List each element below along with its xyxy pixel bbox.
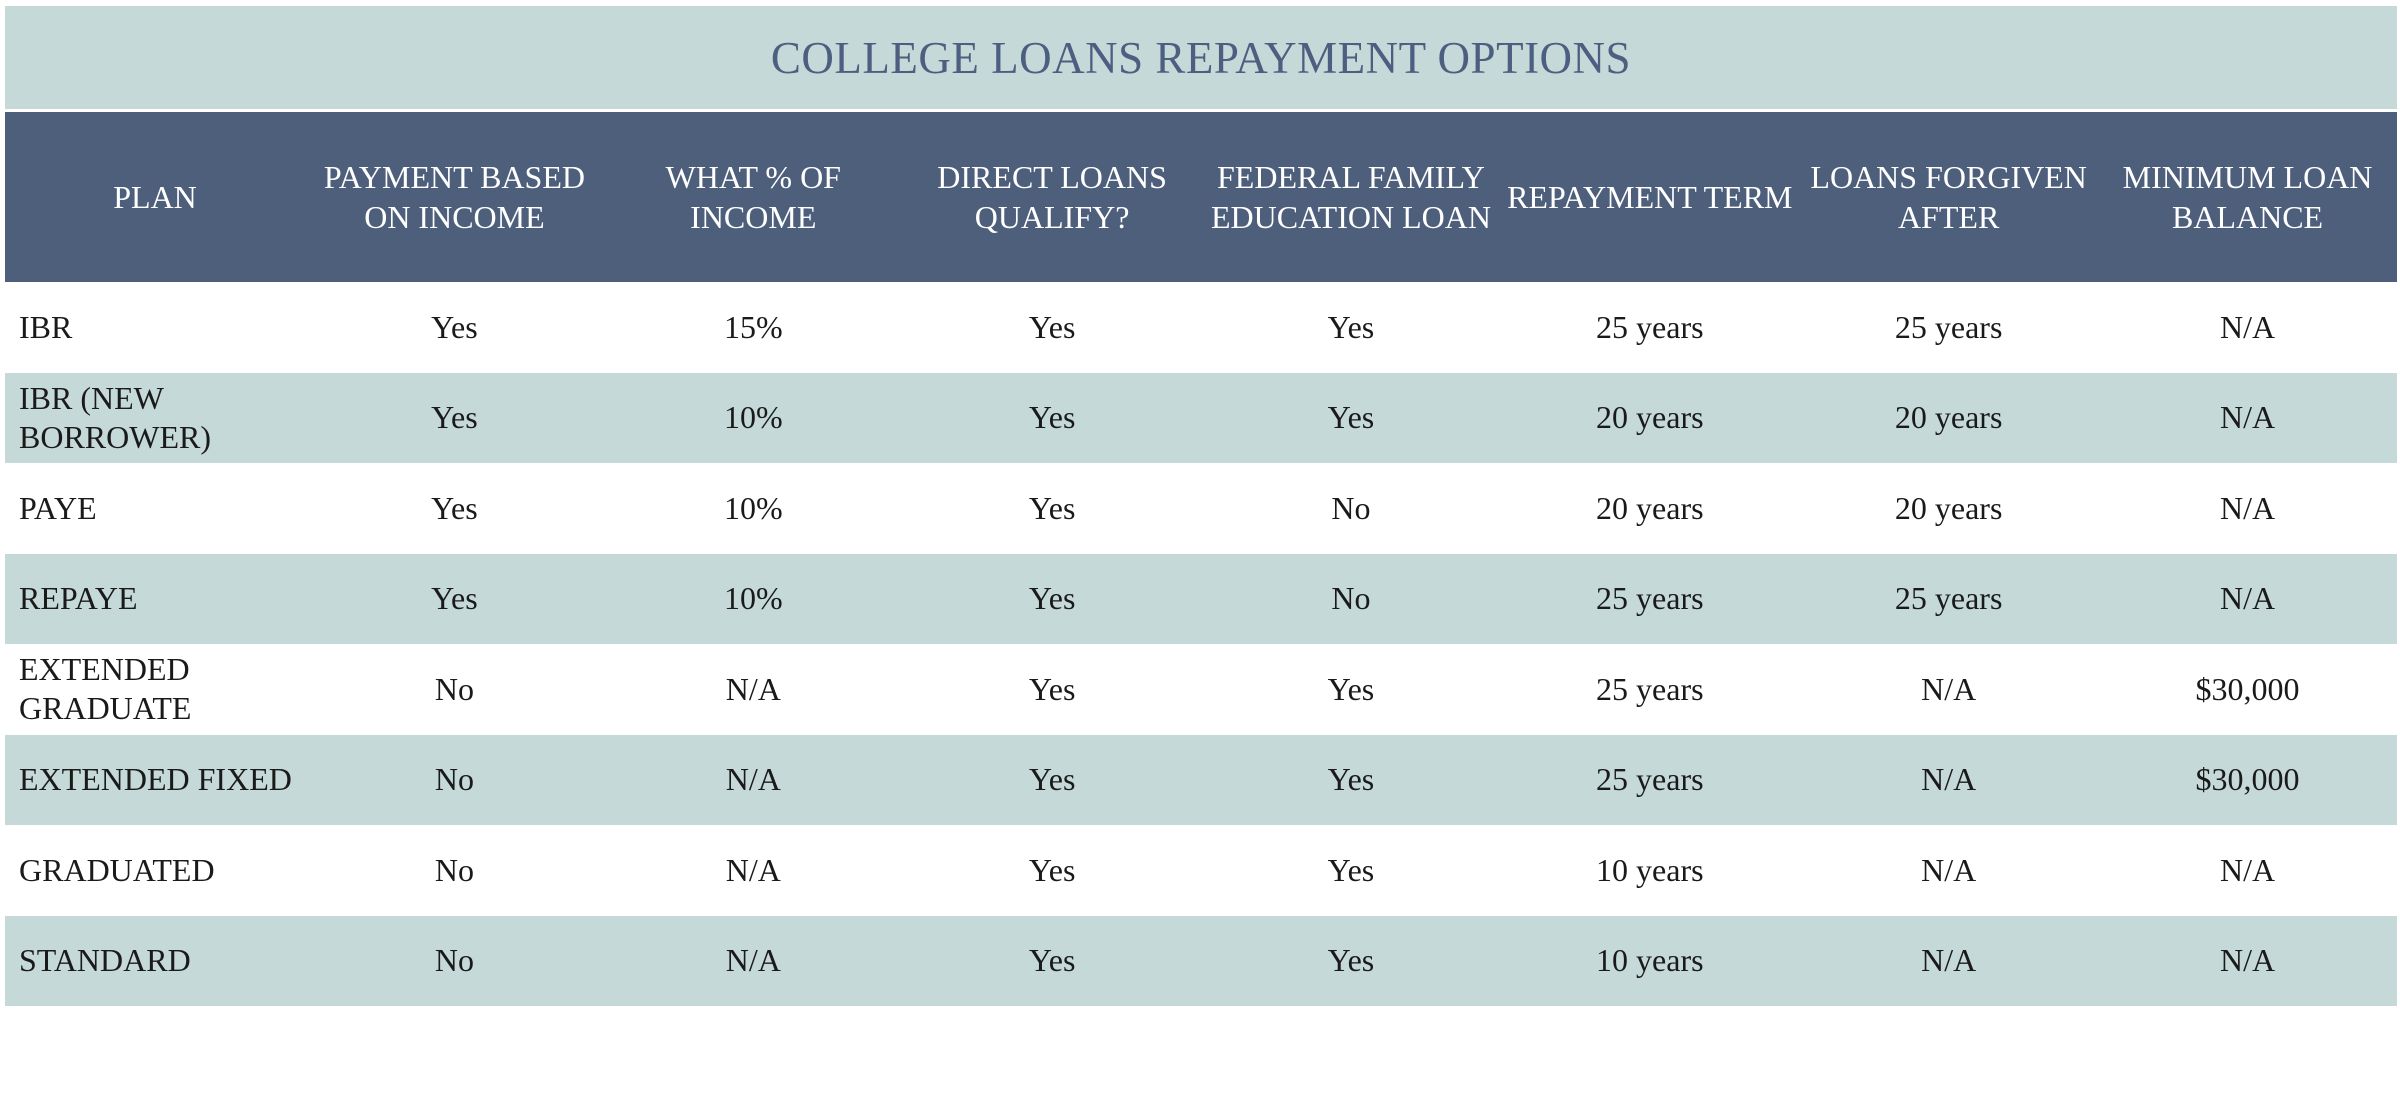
minimum-loan-balance-cell: N/A <box>2219 308 2276 345</box>
loans-forgiven-after-cell: 20 years <box>1894 489 2003 526</box>
minimum-loan-balance-cell: $30,000 <box>2195 761 2300 798</box>
direct-loans-qualify-cell: Yes <box>1028 580 1076 617</box>
direct-loans-qualify-cell: Yes <box>1028 489 1076 526</box>
payment-based-on-income-cell: Yes <box>431 489 478 526</box>
repayment-term-cell: 10 years <box>1596 851 1704 888</box>
federal-family-education-loan-cell: No <box>1331 489 1371 526</box>
payment-based-on-income-cell: No <box>434 851 474 888</box>
loans-forgiven-after-cell: N/A <box>1921 942 1977 979</box>
header-minimum-loan-balance: MINIMUM LOAN BALANCE <box>2122 159 2373 235</box>
direct-loans-qualify-cell: Yes <box>1028 942 1076 979</box>
percent-of-income-cell: 15% <box>723 308 783 345</box>
loans-forgiven-after-cell: 25 years <box>1894 308 2003 345</box>
header-percent-of-income: WHAT % OF INCOME <box>665 159 841 235</box>
plan-cell: EXTENDED FIXED <box>19 761 292 798</box>
repayment-term-cell: 25 years <box>1596 308 1704 345</box>
direct-loans-qualify-cell: Yes <box>1028 670 1076 707</box>
loans-forgiven-after-cell: N/A <box>1921 761 1977 798</box>
repayment-term-cell: 25 years <box>1596 580 1704 617</box>
table-row <box>5 554 2397 645</box>
loans-forgiven-after-cell: N/A <box>1921 851 1977 888</box>
table-row <box>5 463 2397 554</box>
table-row <box>5 373 2397 464</box>
plan-cell: STANDARD <box>19 942 191 979</box>
minimum-loan-balance-cell: N/A <box>2219 399 2276 436</box>
federal-family-education-loan-cell: Yes <box>1327 761 1375 798</box>
federal-family-education-loan-cell: Yes <box>1327 851 1375 888</box>
document-sheet <box>5 6 2397 1006</box>
table-header-row <box>5 112 2397 282</box>
repayment-term-cell: 25 years <box>1596 670 1704 707</box>
payment-based-on-income-cell: No <box>434 670 474 707</box>
title-banner <box>5 6 2397 112</box>
table-row <box>5 825 2397 916</box>
percent-of-income-cell: N/A <box>725 761 781 798</box>
plan-cell: GRADUATED <box>19 851 215 888</box>
header-payment-based-on-income: PAYMENT BASED ON INCOME <box>323 159 585 235</box>
direct-loans-qualify-cell: Yes <box>1028 399 1076 436</box>
percent-of-income-cell: N/A <box>725 851 781 888</box>
federal-family-education-loan-cell: Yes <box>1327 399 1375 436</box>
payment-based-on-income-cell: Yes <box>431 580 478 617</box>
plan-cell: IBR <box>19 308 73 345</box>
minimum-loan-balance-cell: N/A <box>2219 489 2276 526</box>
repayment-term-cell: 20 years <box>1596 489 1704 526</box>
header-plan: PLAN <box>113 179 197 215</box>
payment-based-on-income-cell: Yes <box>431 399 478 436</box>
federal-family-education-loan-cell: Yes <box>1327 670 1375 707</box>
plan-cell: EXTENDED GRADUATE <box>19 651 192 727</box>
header-loans-forgiven-after: LOANS FORGIVEN AFTER <box>1810 159 2087 235</box>
repayment-options-table <box>5 112 2397 1006</box>
plan-cell: PAYE <box>19 489 97 526</box>
federal-family-education-loan-cell: No <box>1331 580 1371 617</box>
loans-forgiven-after-cell: 20 years <box>1894 399 2003 436</box>
minimum-loan-balance-cell: N/A <box>2219 580 2276 617</box>
page-title: COLLEGE LOANS REPAYMENT OPTIONS <box>770 32 1632 83</box>
table-row <box>5 644 2397 735</box>
table-body <box>5 282 2397 1006</box>
payment-based-on-income-cell: Yes <box>431 308 478 345</box>
plan-cell: REPAYE <box>19 580 138 617</box>
federal-family-education-loan-cell: Yes <box>1327 308 1375 345</box>
loans-forgiven-after-cell: N/A <box>1921 670 1977 707</box>
table-row <box>5 916 2397 1007</box>
percent-of-income-cell: 10% <box>723 580 783 617</box>
header-direct-loans-qualify: DIRECT LOANS QUALIFY? <box>937 159 1167 235</box>
minimum-loan-balance-cell: $30,000 <box>2195 670 2300 707</box>
table-row <box>5 282 2397 373</box>
header-federal-family-education-loan: FEDERAL FAMILY EDUCATION LOAN <box>1210 159 1491 235</box>
percent-of-income-cell: N/A <box>725 942 781 979</box>
percent-of-income-cell: N/A <box>725 670 781 707</box>
minimum-loan-balance-cell: N/A <box>2219 942 2276 979</box>
loans-forgiven-after-cell: 25 years <box>1894 580 2003 617</box>
direct-loans-qualify-cell: Yes <box>1028 851 1076 888</box>
direct-loans-qualify-cell: Yes <box>1028 308 1076 345</box>
payment-based-on-income-cell: No <box>434 942 474 979</box>
percent-of-income-cell: 10% <box>723 399 783 436</box>
federal-family-education-loan-cell: Yes <box>1327 942 1375 979</box>
repayment-term-cell: 20 years <box>1596 399 1704 436</box>
direct-loans-qualify-cell: Yes <box>1028 761 1076 798</box>
percent-of-income-cell: 10% <box>723 489 783 526</box>
plan-cell: IBR (NEW BORROWER) <box>19 379 211 455</box>
table-row <box>5 735 2397 826</box>
payment-based-on-income-cell: No <box>434 761 474 798</box>
minimum-loan-balance-cell: N/A <box>2219 851 2276 888</box>
repayment-term-cell: 25 years <box>1596 761 1704 798</box>
repayment-term-cell: 10 years <box>1596 942 1704 979</box>
header-repayment-term: REPAYMENT TERM <box>1507 179 1793 215</box>
